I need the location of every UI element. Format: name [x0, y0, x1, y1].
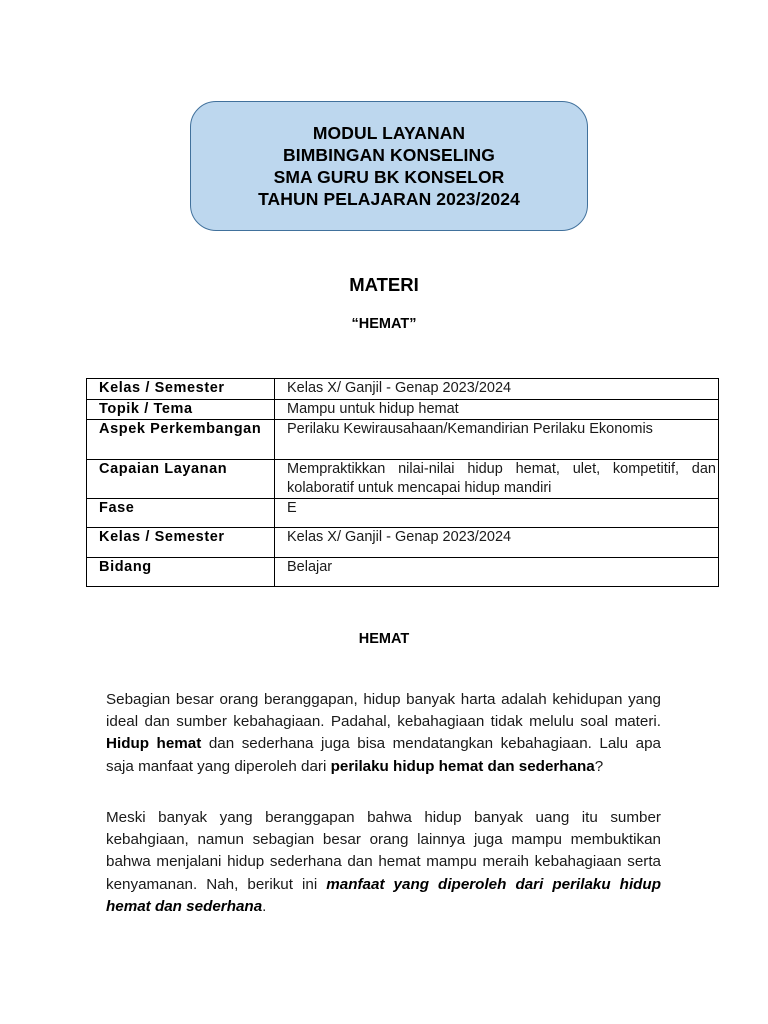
paragraph-1-text-c: ?	[594, 757, 604, 775]
paragraph-2-text-b: .	[262, 897, 267, 915]
paragraph-1-bold-a: Hidup hemat	[106, 735, 202, 753]
title-banner	[190, 101, 588, 231]
table-row	[87, 499, 719, 528]
paragraph-1-text-b: dan sederhana juga bisa mendatangkan kebahagiaan. Lalu apa saja manfaat yang diperoleh dari	[106, 735, 661, 775]
table-row	[87, 528, 719, 558]
info-table	[86, 378, 719, 587]
banner-line-4: TAHUN PELAJARAN 2023/2024	[258, 189, 520, 209]
row-label: Capaian Layanan	[87, 460, 275, 499]
banner-line-2: BIMBINGAN KONSELING	[283, 145, 495, 165]
row-label: Bidang	[87, 558, 275, 587]
row-value: Mampu untuk hidup hemat	[275, 400, 719, 420]
row-label: Kelas / Semester	[87, 379, 275, 400]
row-value: Perilaku Kewirausahaan/Kemandirian Perilaku Ekonomis	[275, 420, 719, 460]
row-label: Fase	[87, 499, 275, 528]
row-label: Topik / Tema	[87, 400, 275, 420]
materi-subtitle: “HEMAT”	[351, 316, 417, 332]
paragraph-1-bold-b: perilaku hidup hemat dan sederhana	[330, 757, 595, 775]
paragraph-1	[106, 689, 661, 778]
table-row	[87, 558, 719, 587]
table-row	[87, 400, 719, 420]
section-heading: HEMAT	[358, 631, 410, 647]
banner-line-1: MODUL LAYANAN	[312, 123, 466, 143]
paragraph-2-bold-italic: manfaat yang diperoleh dari perilaku hidup hemat dan sederhana	[106, 875, 661, 915]
row-value: Mempraktikkan nilai-nilai hidup hemat, ulet, kompetitif, dan kolaboratif untuk mencapai hidup mandiri	[275, 460, 719, 499]
row-value: Belajar	[275, 558, 719, 587]
paragraph-1-text-a: Sebagian besar orang beranggapan, hidup banyak harta adalah kehidupan yang ideal dan sumber kebahagiaan. Padahal, kebahagiaan tidak melulu soal materi.	[106, 691, 661, 731]
table-row	[87, 460, 719, 499]
materi-heading: MATERI	[349, 274, 419, 295]
row-value: Kelas X/ Ganjil - Genap 2023/2024	[275, 379, 719, 400]
row-label: Kelas / Semester	[87, 528, 275, 558]
row-value: Kelas X/ Ganjil - Genap 2023/2024	[275, 528, 719, 558]
table-row	[87, 420, 719, 460]
table-row	[87, 379, 719, 400]
row-value: E	[275, 499, 719, 528]
banner-line-3: SMA GURU BK KONSELOR	[273, 167, 505, 187]
paragraph-2-text-a: Meski banyak yang beranggapan bahwa hidup banyak uang itu sumber kebahgiaan, namun sebagian besar orang lainnya juga mampu membuktikan bahwa menjalani hidup sederhana dan hemat mampu meraih kebahagiaan serta kenyamanan. Nah, berikut ini	[106, 809, 661, 893]
row-label: Aspek Perkembangan	[87, 420, 275, 460]
paragraph-2	[106, 807, 661, 918]
